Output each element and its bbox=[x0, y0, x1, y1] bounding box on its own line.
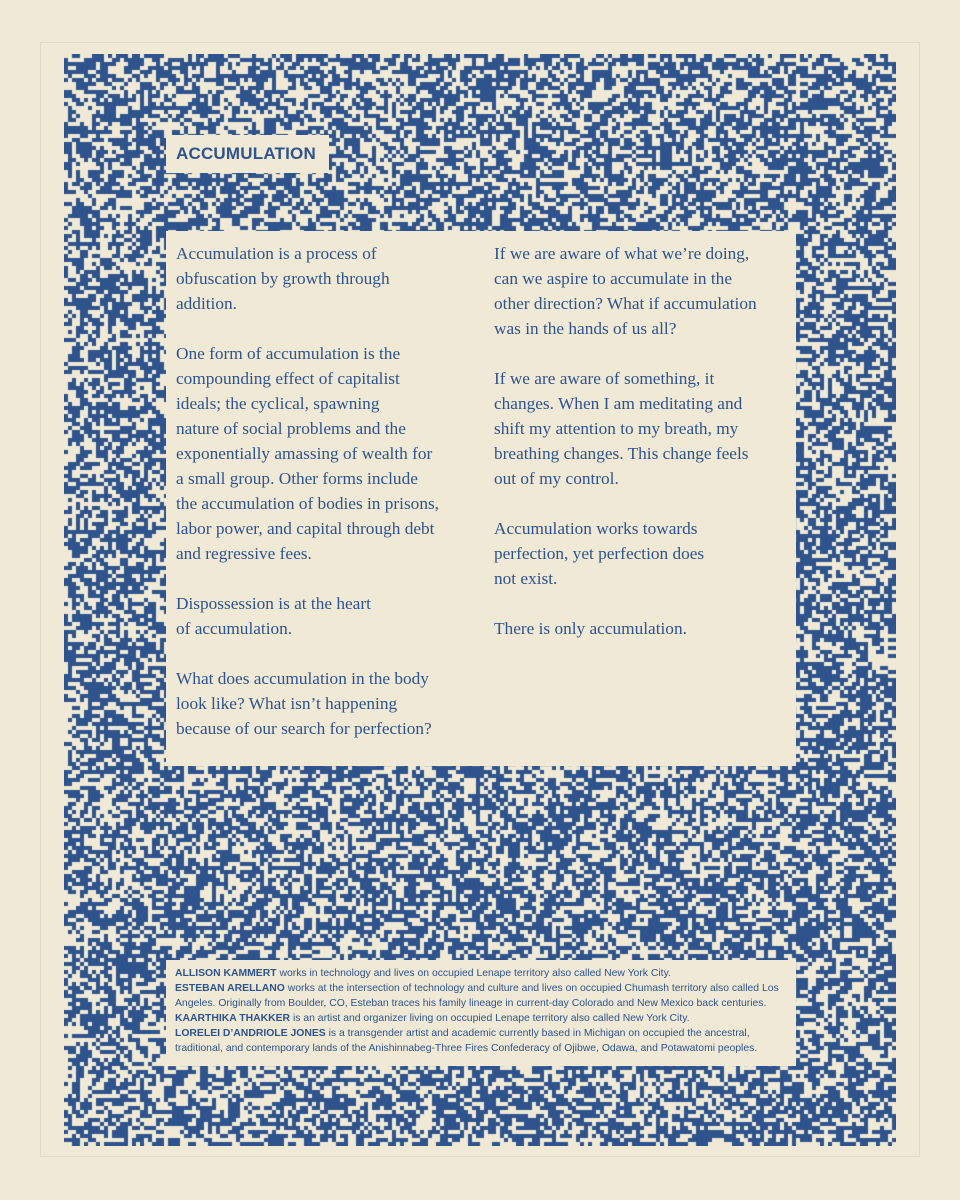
text-column-right bbox=[494, 241, 794, 641]
credit-name: ESTEBAN ARELLANO bbox=[175, 983, 285, 994]
paragraph: If we are aware of something, it changes. When I am meditating and shift my attention to my breath, my breathing changes. This change feels out of my control. bbox=[494, 369, 749, 488]
credit-entry bbox=[175, 1011, 790, 1026]
credit-entry bbox=[175, 981, 790, 1011]
poster-title: ACCUMULATION bbox=[176, 144, 316, 163]
credit-entry bbox=[175, 1026, 790, 1056]
paragraph: Accumulation works towards perfection, yet perfection does not exist. bbox=[494, 519, 705, 588]
credits bbox=[175, 966, 790, 1056]
text-column-left bbox=[176, 241, 481, 741]
credit-entry bbox=[175, 966, 790, 981]
credit-bio: works in technology and lives on occupied Lenape territory also called New York City. bbox=[276, 968, 671, 979]
paragraph: Dispossession is at the heart of accumulation. bbox=[176, 594, 371, 638]
credit-bio: works at the intersection of technology and culture and lives on occupied Chumash territory also called Los Angeles. Originally from Boulder, CO, Esteban traces his family lineage in current-day Colorado and New Mexico back centuries. bbox=[175, 983, 779, 1009]
credit-name: LORELEI D’ANDRIOLE JONES bbox=[175, 1028, 326, 1039]
paragraph: What does accumulation in the body look like? What isn’t happening because of our search for perfection? bbox=[176, 669, 432, 738]
credit-bio: is a transgender artist and academic currently based in Michigan on occupied the ancestral, traditional, and contemporary lands of the Anishinnabeg-Three Fires Confederacy of Ojibwe, Odawa, and Potawatomi peoples. bbox=[175, 1028, 758, 1054]
paragraph: If we are aware of what we’re doing, can we aspire to accumulate in the other direction? What if accumulation was in the hands of us all? bbox=[494, 244, 757, 338]
paragraph: Accumulation is a process of obfuscation by growth through addition. bbox=[176, 244, 390, 313]
paragraph: There is only accumulation. bbox=[494, 619, 687, 638]
credit-name: KAARTHIKA THAKKER bbox=[175, 1013, 291, 1024]
credit-name: ALLISON KAMMERT bbox=[175, 968, 277, 979]
credit-bio: is an artist and organizer living on occupied Lenape territory also called New York City. bbox=[290, 1013, 690, 1024]
paragraph: One form of accumulation is the compounding effect of capitalist ideals; the cyclical, spawning nature of social problems and the exponentially amassing of wealth for a small group. Other forms include the accumulation of bodies in prisons, labor power, and capital through debt and regressive fees. bbox=[176, 344, 440, 563]
